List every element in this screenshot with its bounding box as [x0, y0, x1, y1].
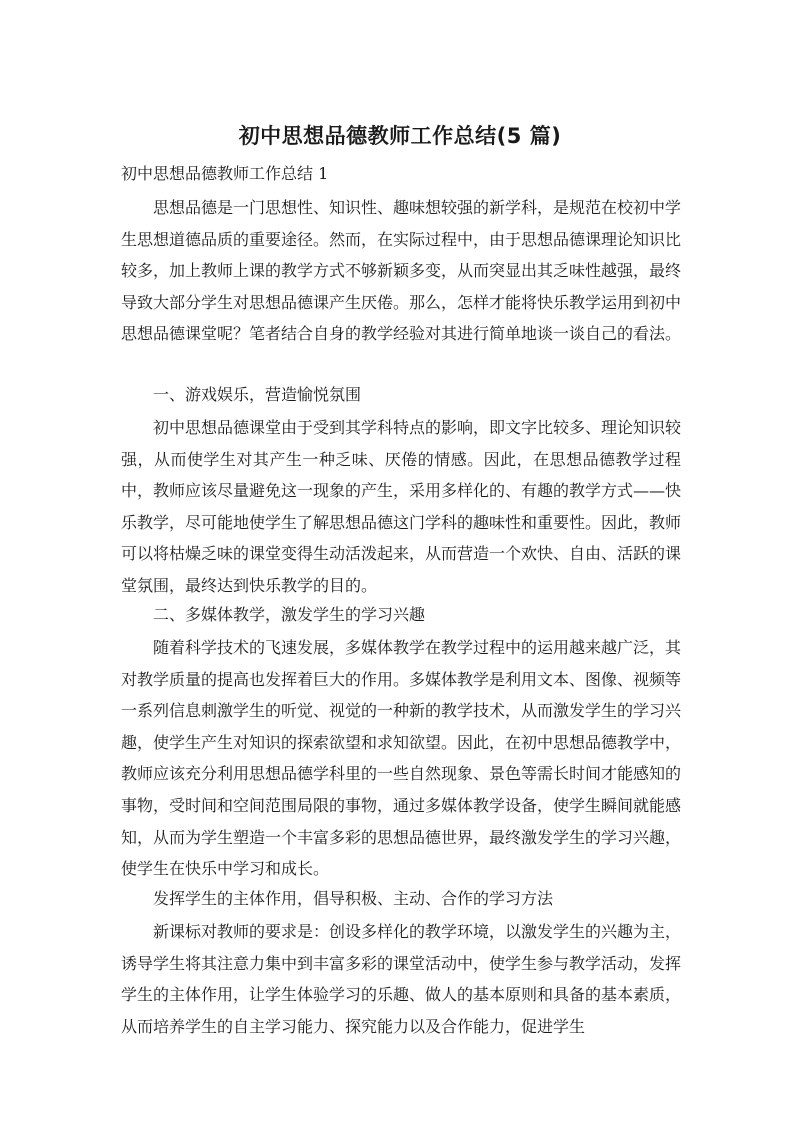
heading-student-role: 发挥学生的主体作用，倡导积极、主动、合作的学习方法	[153, 889, 554, 908]
paragraph-intro: 思想品德是一门思想性、知识性、趣味想较强的新学科，是规范在校初中学生思想道德品质的重要途径。然而，在实际过程中，由于思想品德课理论知识比较多，加上教师上课的教学方式不够新颖多变，从而突显出其乏味性越强，最终导致大部分学生对思想品德课产生厌倦。那么，怎样才能将快乐教学运用到初中思想品德课堂呢？笔者结合自身的教学经验对其进行简单地谈一谈自己的看法。	[121, 198, 682, 344]
heading-multimedia: 二、多媒体教学，激发学生的学习兴趣	[153, 605, 426, 624]
section-subtitle: 初中思想品德教师工作总结 1	[121, 164, 329, 183]
paragraph-game-entertainment: 初中思想品德课堂由于受到其学科特点的影响，即文字比较多、理论知识较强，从而使学生对其产生一种乏味、厌倦的情感。因此，在思想品德教学过程中，教师应该尽量避免这一现象的产生，采用多样化的、有趣的教学方式——快乐教学，尽可能地使学生了解思想品德这门学科的趣味性和重要性。因此，教师可以将枯燥乏味的课堂变得生动活泼起来，从而营造一个欢快、自由、活跃的课堂氛围，最终达到快乐教学的目的。	[121, 418, 682, 595]
heading-game-entertainment: 一、游戏娱乐，营造愉悦氛围	[153, 385, 362, 404]
document-title: 初中思想品德教师工作总结(5 篇)	[238, 124, 562, 148]
paragraph-multimedia: 随着科学技术的飞速发展，多媒体教学在教学过程中的运用越来越广泛，其对教学质量的提高也发挥着巨大的作用。多媒体教学是利用文本、图像、视频等一系列信息刺激学生的听觉、视觉的一种新的教学技术，从而激发学生的学习兴趣，使学生产生对知识的探索欲望和求知欲望。因此，在初中思想品德教学中，教师应该充分利用思想品德学科里的一些自然现象、景色等需长时间才能感知的事物，受时间和空间范围局限的事物，通过多媒体教学设备，使学生瞬间就能感知，从而为学生塑造一个丰富多彩的思想品德世界，最终激发学生的学习兴趣，使学生在快乐中学习和成长。	[121, 638, 682, 879]
paragraph-student-role: 新课标对教师的要求是：创设多样化的教学环境，以激发学生的兴趣为主，诱导学生将其注意力集中到丰富多彩的课堂活动中，使学生参与教学活动，发挥学生的主体作用，让学生体验学习的乐趣、做人的基本原则和具备的基本素质，从而培养学生的自主学习能力、探究能力以及合作能力，促进学生	[121, 922, 682, 1036]
